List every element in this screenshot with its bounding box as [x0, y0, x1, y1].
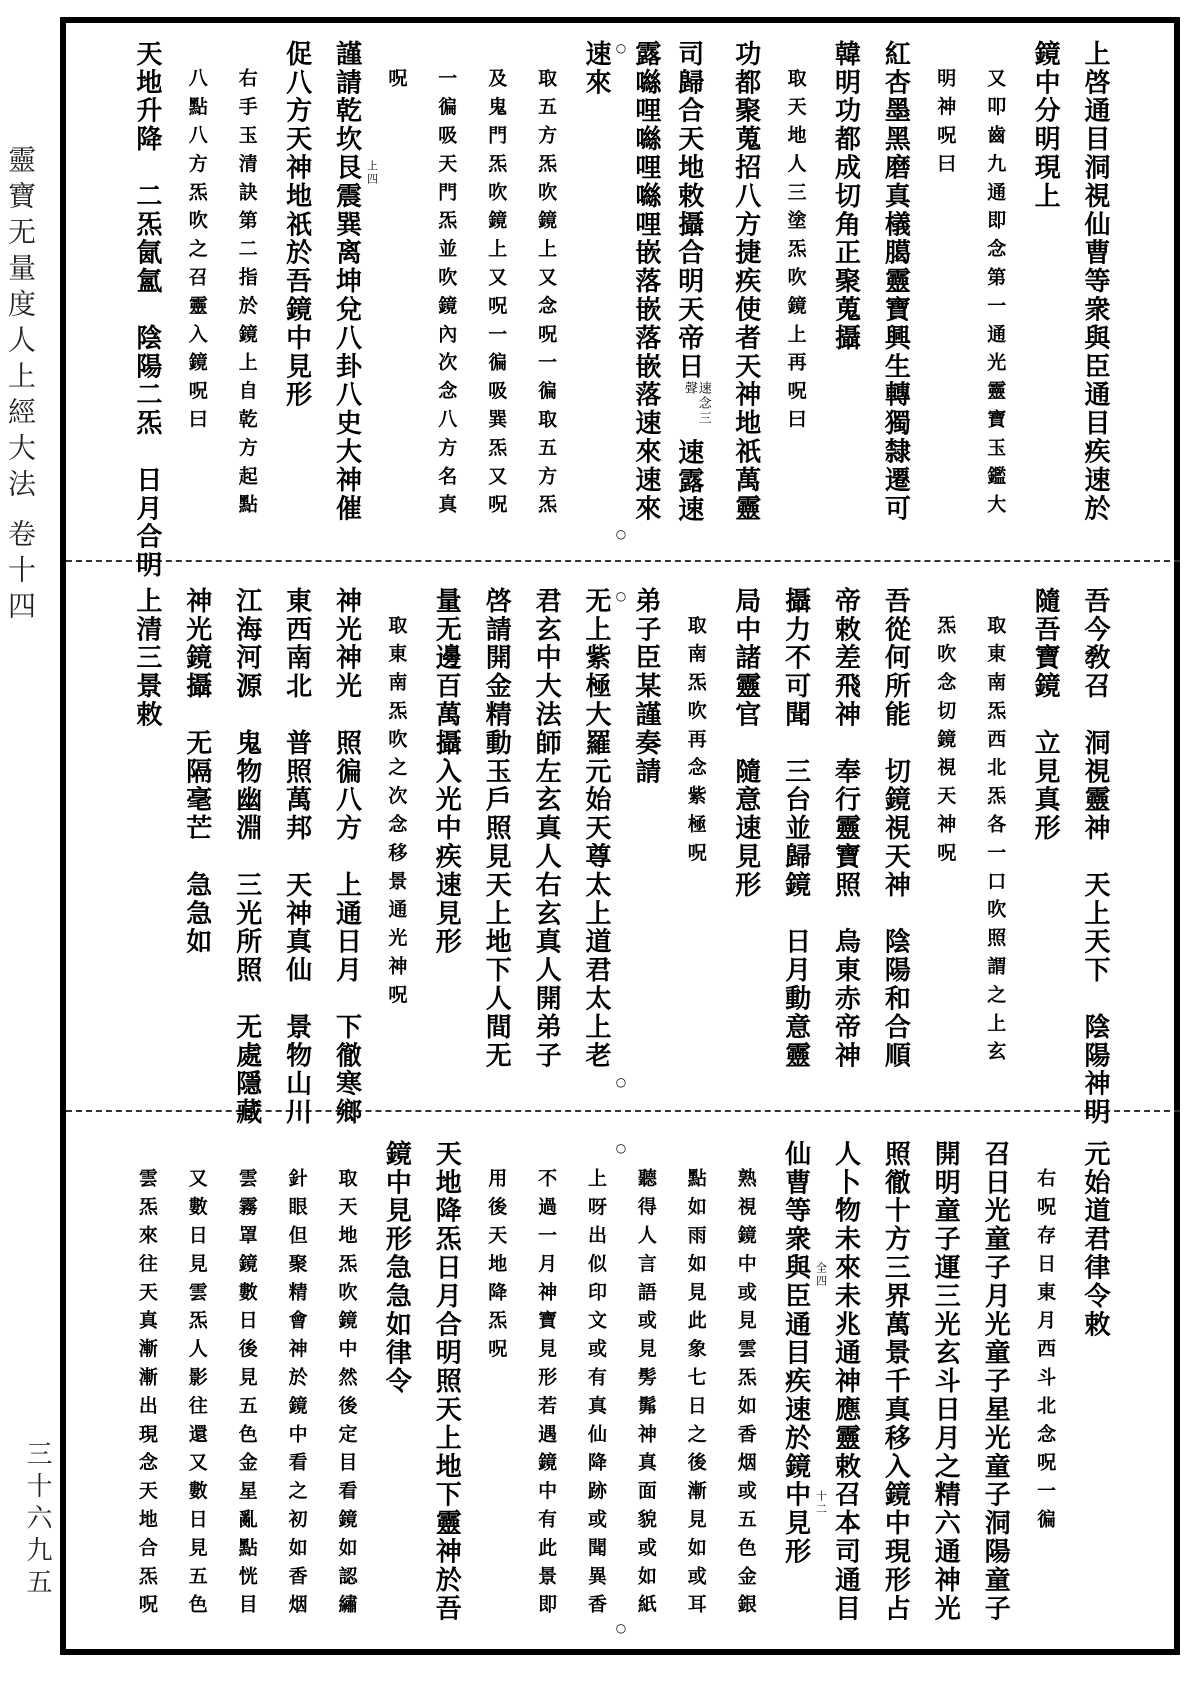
column-text: 上啓通目洞視仙曹等衆與臣通目疾速於	[1080, 40, 1110, 523]
column-text: 神光鏡攝 无隔毫芒 急急如	[181, 587, 212, 957]
column-text: 速來	[581, 40, 611, 97]
column-text: 又叩齒九通即念第一通光靈寶玉鑑大	[984, 68, 1007, 523]
column-text: 吾從何所能 切鏡視天神 陰陽和合順	[880, 587, 911, 1070]
column-text: 天地升降 二炁氤氳 陰陽二炁 日月合明	[131, 40, 162, 580]
column-text: 八點八方炁吹之召靈入鏡呪曰	[185, 68, 208, 438]
column-text: 量无邊百萬攝入光中疾速見形	[431, 587, 462, 957]
column-text: 仙曹等衆與臣通目疾速於鏡中見形	[780, 1140, 811, 1566]
circle-mark: ○	[615, 1141, 627, 1155]
volume-number: 卷十四	[4, 519, 37, 627]
collation-mark: 全四	[814, 1262, 828, 1288]
column-text: 天地降炁日月合明照天上地下靈神於吾	[431, 1140, 462, 1623]
column-text: 露噝哩噝哩噝哩嵌落嵌落嵌落速來速來	[630, 40, 661, 523]
column-text: 右手玉清訣第二指於鏡上自乾方起點	[235, 68, 258, 523]
register-divider-lower	[66, 1110, 1180, 1112]
column-text: 促八方天神地祇於吾鏡中見形	[281, 40, 312, 410]
column-text: 開明童子運三光玄斗日月之精六通神光	[930, 1140, 961, 1623]
column-text: 呪	[385, 68, 408, 97]
column-text: 帝敕差飛神 奉行靈寶照 烏東赤帝神	[830, 587, 861, 1070]
column-text: 右呪存日東月西斗北念呪一徧	[1034, 1168, 1057, 1538]
column-text: 元始道君律令敕	[1080, 1140, 1110, 1339]
column-text: 雲霧罩鏡數日後見五色金星亂點恍目	[235, 1168, 258, 1623]
column-text: 東西南北 普照萬邦 天神真仙 景物山川	[281, 587, 312, 1127]
column-text: 上清三景敕	[131, 587, 162, 729]
column-text: 弟子臣某謹奏請	[630, 587, 661, 786]
column-text: 照徹十方三界萬景千真移入鏡中現形占	[880, 1140, 911, 1623]
column-text: 啓請開金精動玉戶照見天上地下人間无	[481, 587, 512, 1070]
column-text: 取東南炁西北炁各一口吹照謂之上玄	[984, 615, 1007, 1070]
column-text: 韓明功都成切角正聚蒐攝	[830, 40, 861, 353]
column-text: 上呀出似印文或有真仙降跡或聞異香	[585, 1168, 607, 1623]
circle-mark: ○	[615, 1075, 627, 1089]
collation-mark: 十二	[814, 1490, 828, 1516]
column-text: 聽得人言語或見髣髴神真面貌或如紙	[634, 1168, 657, 1623]
column-text: 及鬼門炁吹鏡上又呪一徧吸巽炁又呪	[485, 68, 508, 523]
column-text-continued: 速露速	[673, 438, 704, 525]
column-text: 神光神光 照徧八方 上通日月 下徹寒鄉	[331, 587, 362, 1127]
column-text: 謹請乾坎艮震巽离坤兌八卦八史大神催	[331, 40, 362, 523]
column-text: 人卜物未來未兆通神應靈敕召本司通目	[830, 1140, 861, 1623]
column-text: 江海河源 鬼物幽淵 三光所照 无處隱藏	[231, 587, 262, 1127]
book-title: 靈寶无量度人上經大法	[4, 145, 37, 505]
column-text: 吾今敎召 洞視靈神 天上天下 陰陽神明	[1080, 587, 1110, 1127]
page-frame	[60, 17, 1180, 1655]
interlinear-note: 速念三聲	[681, 380, 711, 426]
column-text: 君玄中大法師左玄真人右玄真人開弟子	[531, 587, 562, 1070]
column-text: 鏡中見形急急如律令	[381, 1140, 412, 1396]
column-text: 取南炁吹再念紫極呪	[684, 615, 707, 871]
column-text: 針眼但聚精會神於鏡中看之初如香烟	[285, 1168, 308, 1623]
column-text: 炁吹念切鏡視天神呪	[934, 615, 957, 871]
column-text: 取天地炁吹鏡中然後定目看鏡如認繡	[335, 1168, 358, 1623]
column-text: 鏡中分明現上	[1030, 40, 1061, 211]
column-text: 功都聚蒐招八方捷疾使者天神地祇萬靈	[730, 40, 761, 523]
collation-mark: 上四	[365, 160, 379, 186]
column-text: 熟視鏡中或見雲炁如香烟或五色金銀	[734, 1168, 757, 1623]
register-divider-upper	[66, 560, 1180, 562]
column-text: 隨吾寶鏡 立見真形	[1030, 587, 1061, 843]
column-text: 用後天地降炁呪	[485, 1168, 508, 1368]
circle-mark: ○	[615, 41, 627, 55]
margin-title	[4, 145, 36, 627]
circle-mark: ○	[615, 589, 627, 603]
column-text: 取五方炁吹鏡上又念呪一徧取五方炁	[535, 68, 558, 523]
column-text: 司歸合天地敕攝合明天帝日	[673, 40, 704, 381]
column-text: 不過一月神寶見形若遇鏡中有此景即	[535, 1168, 558, 1623]
column-text: 无上紫極大羅元始天尊太上道君太上老	[581, 587, 611, 1070]
column-text: 取東南炁吹之次念移景通光神呪	[385, 615, 408, 1013]
page-number: 三十六九五	[22, 1440, 52, 1600]
column-text: 召日光童子月光童子星光童子洞陽童子	[980, 1140, 1011, 1623]
column-text: 攝力不可聞 三台並歸鏡 日月動意靈	[780, 587, 811, 1070]
column-text: 明神呪曰	[934, 68, 957, 182]
column-text: 點如雨如見此象七日之後漸見如或耳	[684, 1168, 707, 1623]
column-text: 一徧吸天門炁並吹鏡內次念八方名真	[435, 68, 458, 523]
column-text: 局中諸靈官 隨意速見形	[730, 587, 761, 900]
column-text: 雲炁來往天真漸漸出現念天地合炁呪	[135, 1168, 158, 1623]
column-text: 取天地人三塗炁吹鏡上再呪曰	[784, 68, 807, 438]
circle-mark: ○	[615, 1621, 627, 1635]
circle-mark: ○	[615, 527, 627, 541]
column-text: 紅杏墨黑磨真檥臈靈寶興生轉獨隸遷可	[880, 40, 911, 523]
column-text: 又數日見雲炁人影往還又數日見五色	[185, 1168, 208, 1623]
